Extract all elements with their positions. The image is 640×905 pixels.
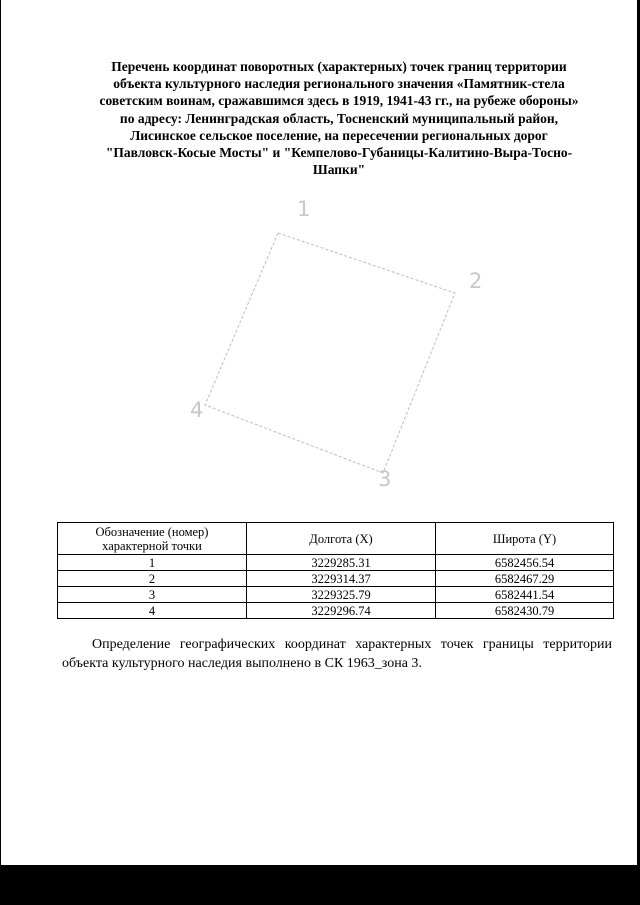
header-point-number: Обозначение (номер) характерной точки <box>58 523 247 555</box>
cell-y: 6582456.54 <box>436 555 614 571</box>
title-line: Лисинское сельское поселение, на пересечении региональных дорог <box>130 127 548 143</box>
title-line: объекта культурного наследия регионального значения «Памятник-стела <box>113 76 565 92</box>
cell-y: 6582441.54 <box>436 587 614 603</box>
cell-x: 3229285.31 <box>247 555 436 571</box>
title-line: "Павловск-Косые Мосты" и "Кемпелово-Губаницы-Калитино-Выра-Тосно- <box>105 145 573 161</box>
document-title <box>60 58 618 178</box>
territory-boundary <box>205 233 455 473</box>
point-label-4: 4 <box>190 398 204 422</box>
title-line: Перечень координат поворотных (характерных) точек границ территории <box>111 59 567 74</box>
header-latitude: Широта (Y) <box>436 523 614 555</box>
cell-point: 4 <box>58 603 247 619</box>
coordinate-system-note <box>62 635 612 673</box>
cell-x: 3229314.37 <box>247 571 436 587</box>
note-text: Определение географических координат характерных точек границы территории объекта культурного наследия выполнено в СК 1963_зона 3. <box>62 637 612 671</box>
cell-y: 6582467.29 <box>436 571 614 587</box>
title-line: советским воинам, сражавшимся здесь в 1919, 1941-43 гг., на рубеже обороны» <box>99 93 579 109</box>
bottom-black-bar <box>0 865 640 905</box>
title-line: Шапки" <box>312 162 366 178</box>
table-row <box>58 555 614 571</box>
cell-point: 3 <box>58 587 247 603</box>
cell-x: 3229325.79 <box>247 587 436 603</box>
table-header-row <box>58 523 614 555</box>
title-line: по адресу: Ленинградская область, Тосненский муниципальный район, <box>119 110 559 126</box>
cell-x: 3229296.74 <box>247 603 436 619</box>
point-label-1: 1 <box>297 197 311 221</box>
coordinates-table <box>57 522 614 619</box>
cell-point: 2 <box>58 571 247 587</box>
header-longitude: Долгота (X) <box>247 523 436 555</box>
table-row <box>58 571 614 587</box>
table-row <box>58 603 614 619</box>
table-row <box>58 587 614 603</box>
point-label-2: 2 <box>469 269 483 293</box>
cell-y: 6582430.79 <box>436 603 614 619</box>
cell-point: 1 <box>58 555 247 571</box>
boundary-diagram <box>0 190 640 500</box>
point-label-3: 3 <box>378 467 392 491</box>
